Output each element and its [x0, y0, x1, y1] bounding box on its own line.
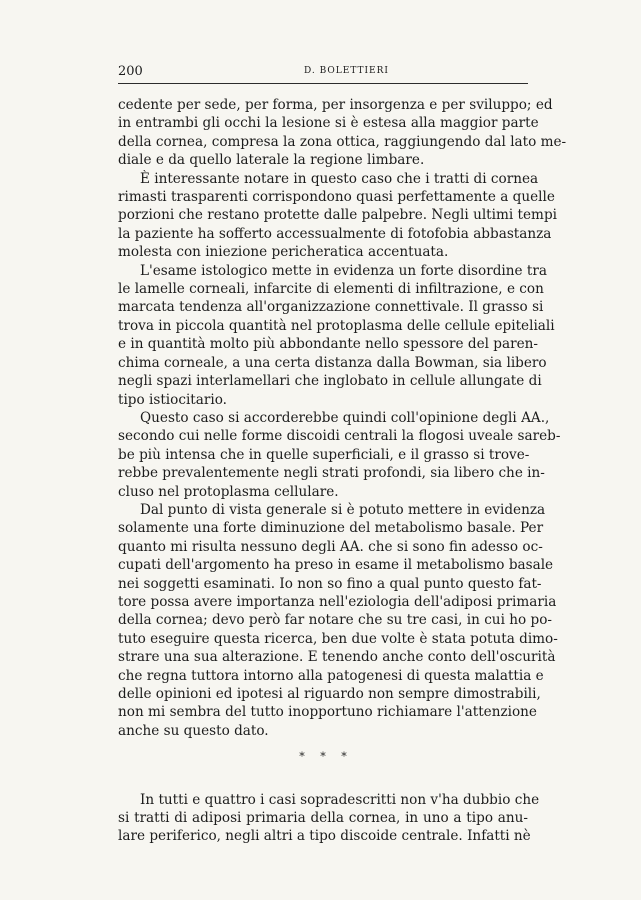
text-line: della cornea; devo però far notare che su tre casi, in cui ho po-: [118, 612, 552, 629]
text-line: cluso nel protoplasma cellulare.: [118, 483, 339, 500]
body-text: [118, 96, 567, 846]
text-line: cupati dell'argomento ha preso in esame il metabolismo basale: [118, 557, 554, 574]
text-line: diale e da quello laterale la regione limbare.: [118, 152, 425, 169]
text-line: strare una sua alterazione. E tenendo anche conto dell'oscurità: [118, 649, 556, 666]
text-line: L'esame istologico mette in evidenza un forte disordine tra: [140, 262, 547, 279]
text-line: solamente una forte diminuzione del metabolismo basale. Per: [118, 520, 544, 537]
text-line: È interessante notare in questo caso che i tratti di cornea: [140, 170, 539, 187]
text-line: delle opinioni ed ipotesi al riguardo non sempre dimostrabili,: [118, 686, 541, 702]
text-line: della cornea, compresa la zona ottica, raggiungendo dal lato me-: [118, 133, 567, 150]
text-line: Dal punto di vista generale si è potuto mettere in evidenza: [140, 501, 546, 518]
text-line: marcata tendenza all'organizzazione connettivale. Il grasso si: [118, 299, 544, 316]
section-separator: * * *: [299, 750, 353, 764]
text-line: si tratti di adiposi primaria della cornea, in uno a tipo anu-: [118, 810, 528, 827]
text-line: porzioni che restano protette dalle palpebre. Negli ultimi tempi: [118, 207, 557, 224]
paragraph-authors-opinion: [118, 409, 561, 501]
running-head: D. BOLETTIERI: [304, 66, 389, 76]
text-line: nei soggetti esaminati. Io non so fino a qual punto questo fat-: [118, 575, 542, 592]
text-line: rebbe prevalentemente negli strati profondi, sia libero che in-: [118, 465, 545, 482]
text-line: anche su questo dato.: [118, 722, 269, 739]
text-line: la paziente ha sofferto accessualmente di fotofobia abbastanza: [118, 225, 552, 242]
text-line: che regna tuttora intorno alla patogenesi di questa malattia e: [118, 667, 544, 684]
text-line: In tutti e quattro i casi sopradescritti non v'ha dubbio che: [140, 791, 540, 808]
text-line: molesta con iniezione pericheratica accentuata.: [118, 244, 449, 261]
text-line: tipo istiocitario.: [118, 391, 227, 408]
text-line: lare periferico, negli altri a tipo discoide centrale. Infatti nè: [118, 828, 531, 845]
text-line: Questo caso si accorderebbe quindi coll'opinione degli AA.,: [140, 409, 550, 426]
paragraph-continuation: [118, 96, 567, 170]
text-line: e in quantità molto più abbondante nello spessore del paren-: [118, 336, 538, 353]
text-line: cedente per sede, per forma, per insorgenza e per sviluppo; ed: [118, 97, 553, 113]
text-line: quanto mi risulta nessuno degli AA. che si sono fin adesso oc-: [118, 538, 543, 555]
text-line: negli spazi interlamellari che inglobato in cellule allungate di: [118, 373, 542, 390]
paragraph-conclusion: [118, 791, 540, 846]
text-line: rimasti trasparenti corrispondono quasi perfettamente a quelle: [118, 189, 555, 206]
text-line: non mi sembra del tutto inopportuno richiamare l'attenzione: [118, 704, 537, 721]
text-line: chima corneale, a una certa distanza dalla Bowman, sia libero: [118, 354, 547, 371]
page-header: [118, 64, 528, 80]
text-line: be più intensa che in quelle superficiali, e il grasso si trove-: [118, 446, 530, 463]
paragraph-histology: [118, 262, 555, 409]
text-line: tore possa avere importanza nell'eziologia dell'adiposi primaria: [118, 593, 557, 610]
paragraph-photophobia: [118, 170, 557, 262]
text-line: le lamelle corneali, infarcite di elementi di infiltrazione, e con: [118, 281, 544, 298]
text-line: in entrambi gli occhi la lesione si è estesa alla maggior parte: [118, 115, 539, 132]
text-line: secondo cui nelle forme discoidi centrali la flogosi uveale sareb-: [118, 428, 561, 445]
text-line: tuto eseguire questa ricerca, ben due volte è stata potuta dimo-: [118, 630, 558, 647]
header-rule: [118, 83, 528, 84]
text-line: trova in piccola quantità nel protoplasma delle cellule epiteliali: [118, 317, 555, 334]
page-number: 200: [118, 64, 143, 79]
paragraph-metabolism: [118, 501, 558, 740]
